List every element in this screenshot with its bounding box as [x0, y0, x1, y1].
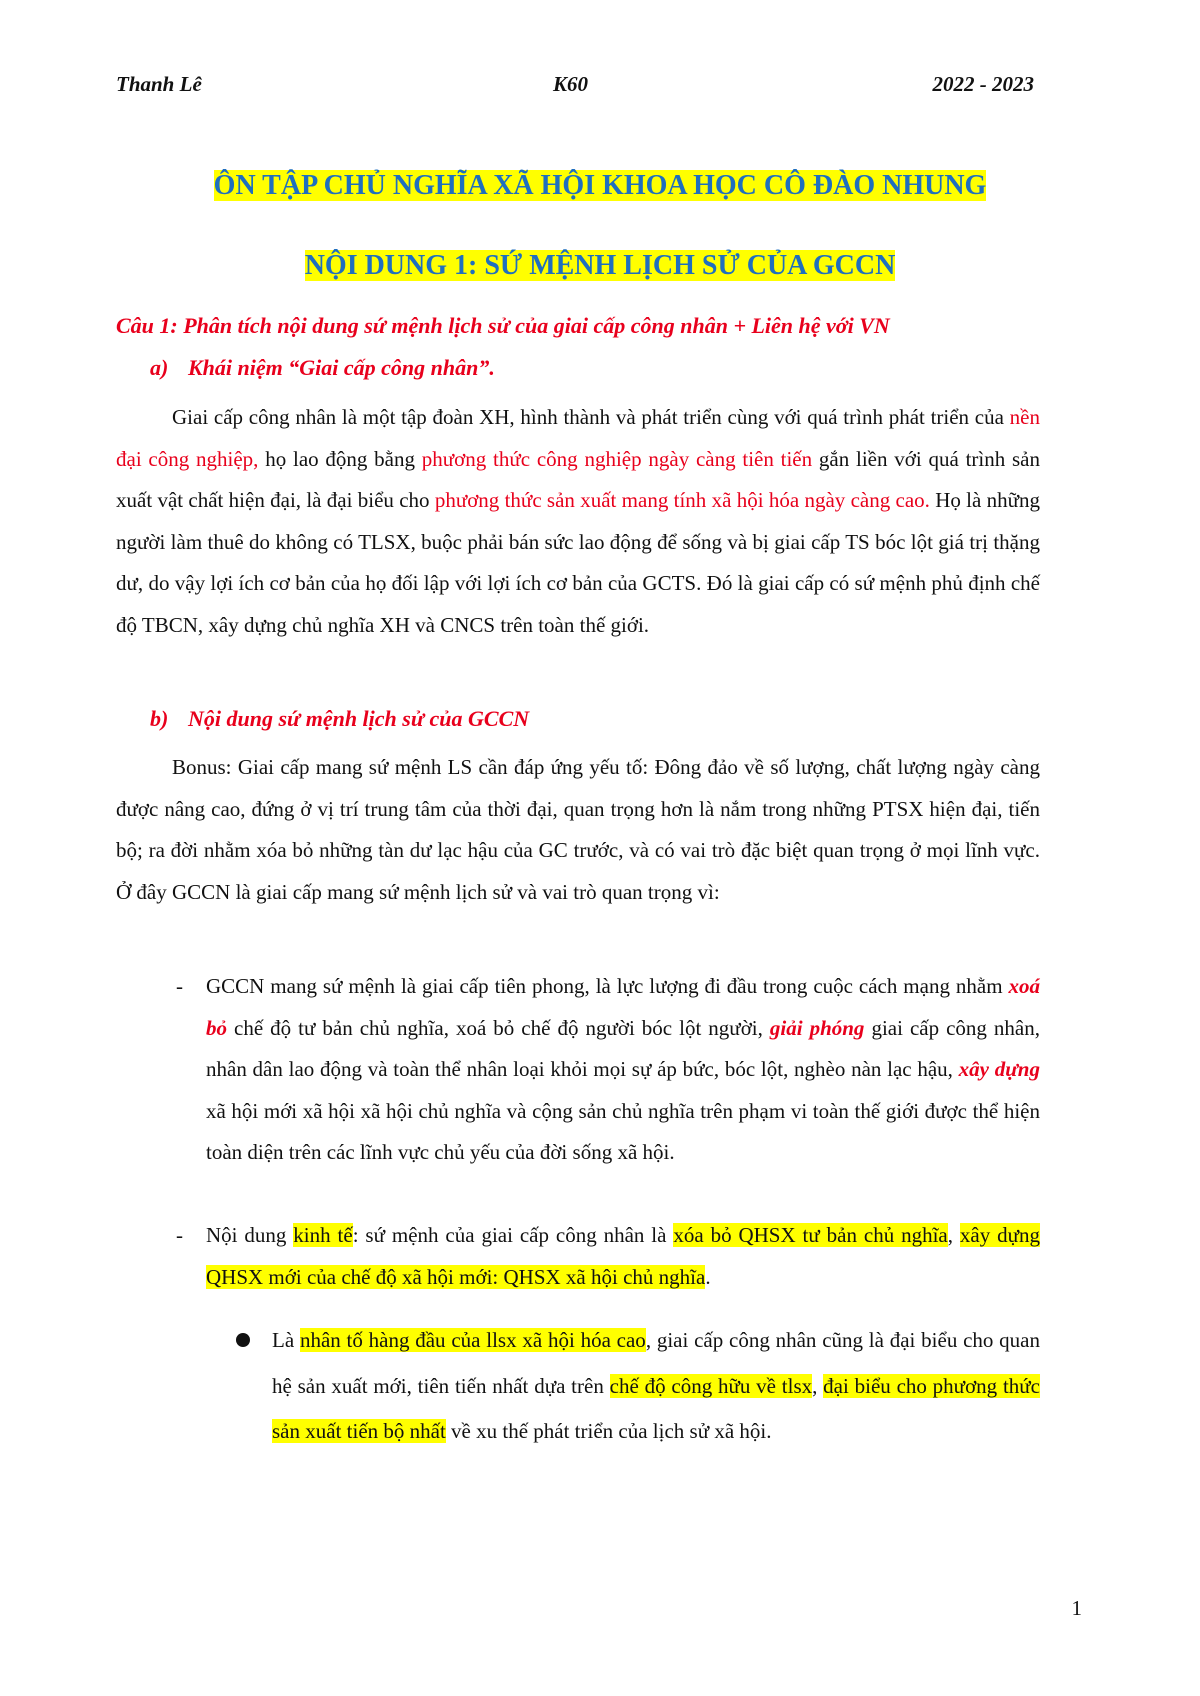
header-class: K60	[553, 72, 589, 96]
dash-list-item	[176, 1215, 1041, 1298]
dash2-text-2: : sứ mệnh của giai cấp công nhân là	[352, 1223, 674, 1247]
para1-text-3: gắn liền với quá trình sản xuất vật chất hiện đại, là đại biểu cho	[116, 446, 1040, 512]
subheading-a-label: a)	[150, 355, 169, 380]
subheading-b-label: b)	[150, 706, 169, 731]
header-author: Thanh Lê	[116, 72, 202, 96]
dash1-text-1: GCCN mang sứ mệnh là giai cấp tiên phong, là lực lượng đi đầu trong cuộc cách mạng nhằm	[206, 974, 1009, 998]
para1-text-1: Giai cấp công nhân là một tập đoàn XH, hình thành và phát triển cùng với quá trình phát triển của	[172, 405, 1010, 429]
bullet1-highlight-2: chế độ công hữu về tlsx	[609, 1373, 813, 1398]
dash2-highlight-3: xây dựng QHSX mới của chế độ xã hội mới: QHSX xã hội chủ nghĩa	[206, 1223, 1041, 1289]
dash1-text-2: chế độ tư bản chủ nghĩa, xoá bỏ chế độ người bóc lột người,	[227, 1015, 770, 1040]
para1-red-2: phương thức công nghiệp ngày càng tiên tiến	[421, 446, 813, 471]
para1-text-2: họ lao động bằng	[258, 446, 422, 471]
para1-red-3: phương thức sản xuất mang tính xã hội hóa ngày càng cao.	[434, 488, 930, 512]
bullet1-highlight-3: đại biểu cho phương thức sản xuất tiến bộ nhất	[272, 1373, 1041, 1443]
dash2-highlight-1: kinh tế	[293, 1223, 353, 1247]
section-title	[0, 250, 1200, 282]
dash-list-item	[176, 966, 1040, 1174]
page-number: 1	[1071, 1596, 1082, 1620]
dash1-emphasis-1: xoá bỏ	[206, 974, 1040, 1040]
bullet-list-item	[272, 1318, 1040, 1455]
dash2-text-4: .	[705, 1264, 711, 1289]
document-title	[0, 170, 1200, 202]
paragraph-definition	[116, 397, 1040, 646]
bullet1-text-1: Là	[272, 1328, 300, 1352]
section-title-text: NỘI DUNG 1: SỨ MỆNH LỊCH SỬ CỦA GCCN	[304, 250, 896, 281]
dash2-text-1: Nội dung	[206, 1223, 294, 1247]
bullet1-text-4: về xu thế phát triển của lịch sử xã hội.	[445, 1419, 772, 1443]
bullet1-highlight-1: nhân tố hàng đầu của llsx xã hội hóa cao	[299, 1328, 646, 1352]
dash1-emphasis-3: xây dựng	[958, 1057, 1040, 1081]
bullet1-text-3: ,	[812, 1373, 824, 1398]
dash2-text-3: ,	[947, 1223, 960, 1247]
para1-text-4: Họ là những người làm thuê do không có TLSX, buộc phải bán sức lao động để sống và bị giai cấp TS bóc lột giá trị thặng dư, do vậy lợi ích cơ bản của họ đối lập với lợi ích cơ bản của GCTS. Đó là giai cấp có sứ mệnh phủ định chế độ TBCN, xây dựng chủ nghĩa XH và CNCS trên toàn thế giới.	[116, 488, 1040, 637]
dash2-highlight-2: xóa bỏ QHSX tư bản chủ nghĩa	[673, 1223, 948, 1247]
subheading-a	[150, 355, 495, 381]
bullet-dot-icon	[236, 1333, 250, 1347]
dash-marker: -	[176, 1223, 183, 1247]
document-title-text: ÔN TẬP CHỦ NGHĨA XÃ HỘI KHOA HỌC CÔ ĐÀO NHUNG	[213, 170, 987, 201]
bullet1-text-2: , giai cấp công nhân cũng là đại biểu cho quan hệ sản xuất mới, tiên tiến nhất dựa trên	[272, 1328, 1041, 1398]
dash1-text-3: giai cấp công nhân, nhân dân lao động và toàn thể nhân loại khỏi mọi sự áp bức, bóc lột, nghèo nàn lạc hậu,	[206, 1015, 1040, 1081]
dash1-emphasis-2: giải phóng	[769, 1015, 865, 1040]
para1-red-1: nền đại công nghiệp,	[116, 405, 1040, 471]
dash-marker: -	[176, 974, 183, 998]
dash1-text-4: xã hội mới xã hội xã hội chủ nghĩa và cộng sản chủ nghĩa trên phạm vi toàn thế giới được thể hiện toàn diện trên các lĩnh vực chủ yếu của đời sống xã hội.	[206, 1098, 1040, 1164]
page-header	[116, 72, 1034, 108]
subheading-b-text: Nội dung sứ mệnh lịch sử của GCCN	[188, 706, 530, 731]
header-year: 2022 - 2023	[932, 72, 1034, 96]
subheading-b	[150, 706, 529, 732]
subheading-a-text: Khái niệm “Giai cấp công nhân”.	[188, 355, 495, 380]
question-heading: Câu 1: Phân tích nội dung sứ mệnh lịch sử của giai cấp công nhân + Liên hệ với VN	[116, 313, 890, 338]
paragraph-bonus: Bonus: Giai cấp mang sứ mệnh LS cần đáp ứng yếu tố: Đông đảo về số lượng, chất lượng ngày càng được nâng cao, đứng ở vị trí trung tâm của thời đại, quan trọng hơn là nắm trong những PTSX hiện đại, tiến bộ; ra đời nhằm xóa bỏ những tàn dư lạc hậu của GC trước, và có vai trò đặc biệt quan trọng ở mọi lĩnh vực. Ở đây GCCN là giai cấp mang sứ mệnh lịch sử và vai trò quan trọng vì:	[116, 755, 1040, 904]
